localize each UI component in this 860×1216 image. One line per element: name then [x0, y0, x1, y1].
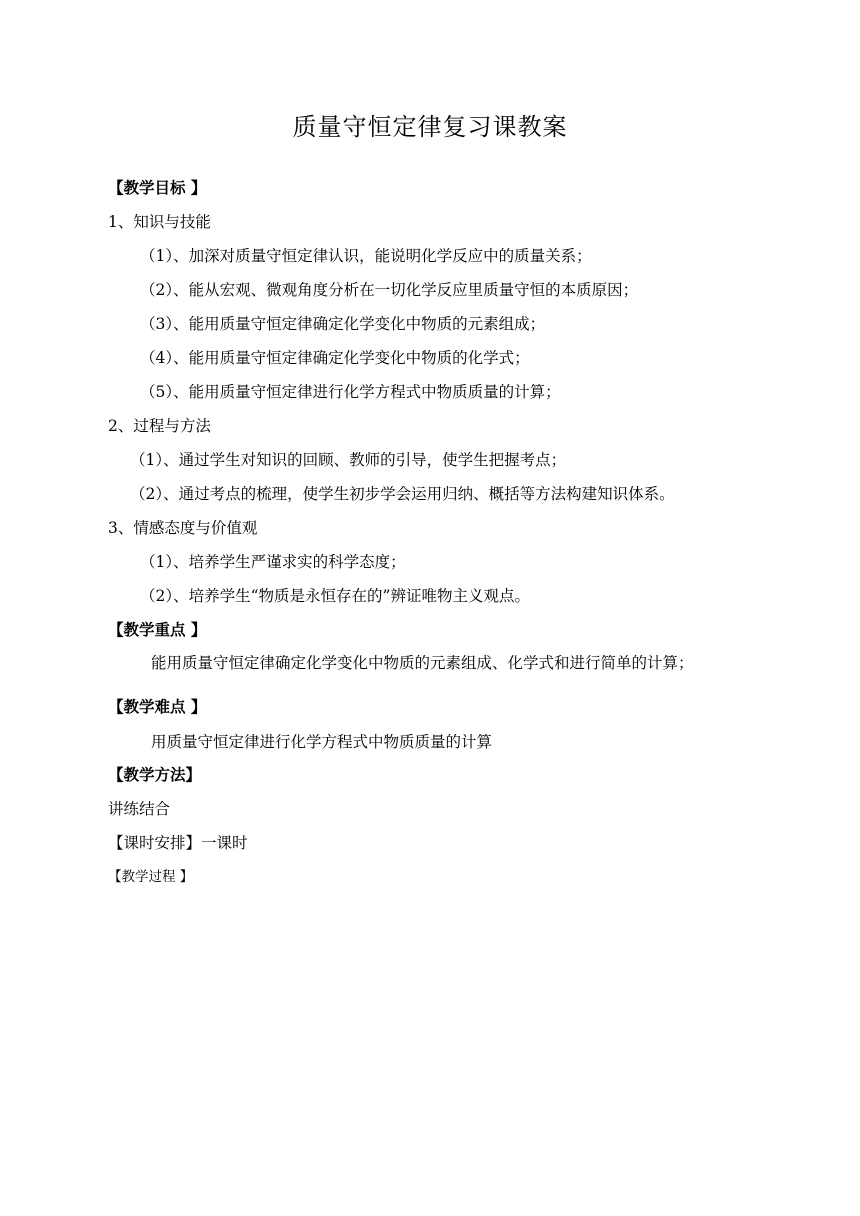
knowledge-item-2: （2）、能从宏观、微观角度分析在一切化学反应里质量守恒的本质原因； — [140, 281, 639, 299]
knowledge-heading: 1、知识与技能 — [108, 213, 211, 231]
difficulties-text: 用质量守恒定律进行化学方程式中物质质量的计算 — [151, 733, 493, 751]
methods-text: 讲练结合 — [108, 800, 171, 818]
difficulties-heading: 【教学难点 】 — [108, 697, 207, 716]
procedure-heading: 【教学过程 】 — [108, 869, 194, 885]
attitude-item-1: （1）、培养学生严谨求实的科学态度； — [140, 553, 406, 571]
attitude-heading: 3、情感态度与价值观 — [108, 519, 258, 537]
schedule-heading: 【课时安排】 — [108, 834, 202, 852]
knowledge-item-3: （3）、能用质量守恒定律确定化学变化中物质的元素组成； — [140, 315, 546, 333]
methods-heading: 【教学方法】 — [108, 765, 202, 784]
schedule-text: 一课时 — [201, 834, 248, 852]
document-title: 质量守恒定律复习课教案 — [292, 113, 568, 141]
attitude-item-2: （2）、培养学生“物质是永恒存在的”辨证唯物主义观点。 — [140, 587, 530, 605]
knowledge-item-1: （1）、加深对质量守恒定律认识，能说明化学反应中的质量关系； — [140, 247, 592, 265]
key-points-heading: 【教学重点 】 — [108, 620, 207, 639]
process-item-1: （1）、通过学生对知识的回顾、教师的引导，使学生把握考点； — [130, 451, 567, 469]
knowledge-item-4: （4）、能用质量守恒定律确定化学变化中物质的化学式； — [140, 349, 530, 367]
knowledge-item-5: （5）、能用质量守恒定律进行化学方程式中物质质量的计算； — [140, 383, 561, 401]
objectives-heading: 【教学目标 】 — [108, 178, 207, 197]
schedule-line — [108, 832, 248, 854]
key-points-text: 能用质量守恒定律确定化学变化中物质的元素组成、化学式和进行简单的计算； — [151, 654, 694, 672]
process-heading: 2、过程与方法 — [108, 417, 211, 435]
process-item-2: （2）、通过考点的梳理，使学生初步学会运用归纳、概括等方法构建知识体系。 — [130, 485, 675, 503]
